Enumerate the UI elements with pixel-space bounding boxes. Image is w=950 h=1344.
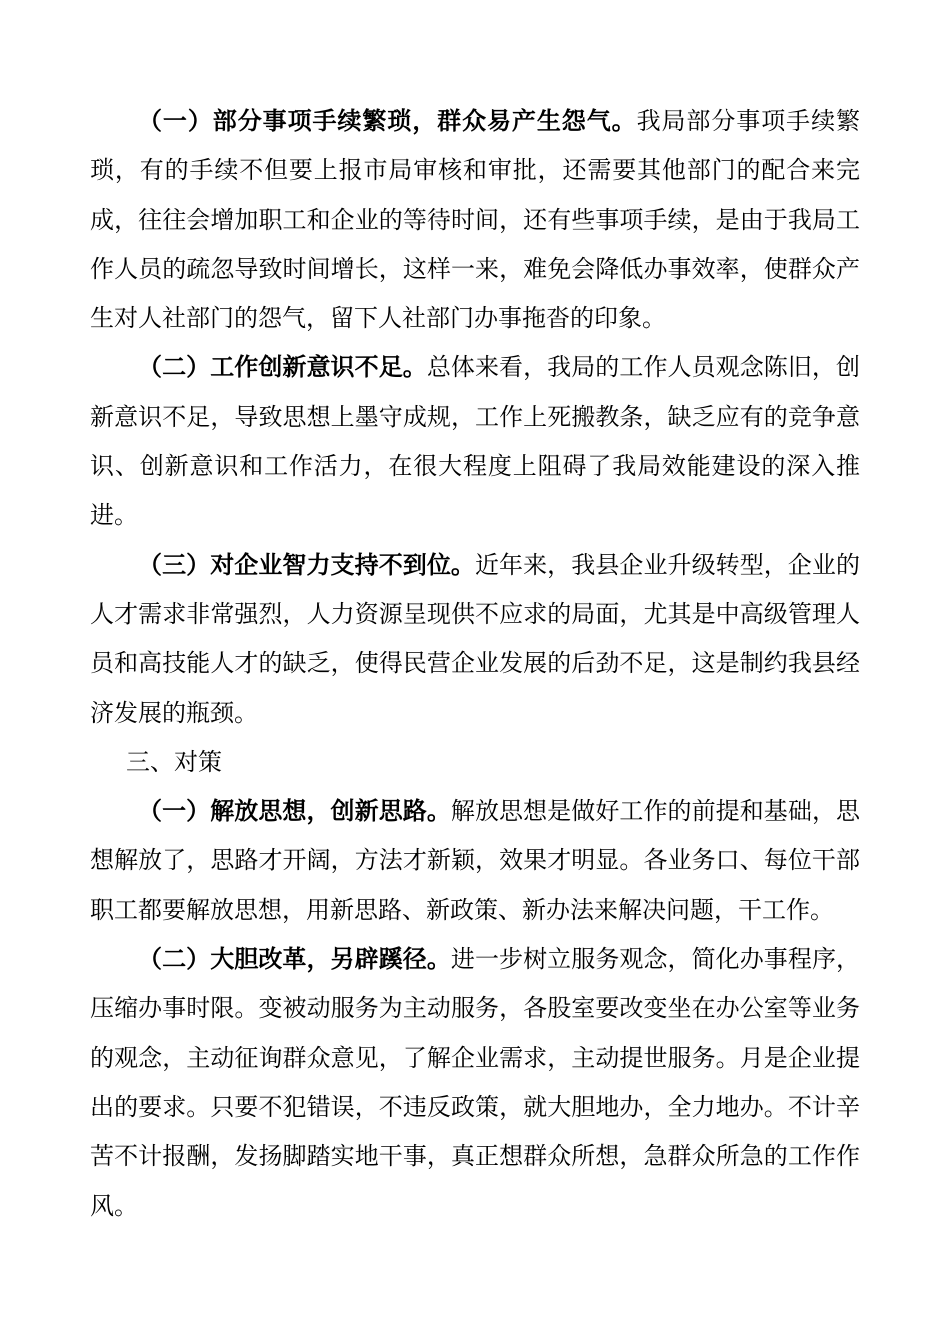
paragraph-lead: （三）对企业智力支持不到位。 bbox=[138, 550, 475, 579]
paragraph-text: 近年来，我县企业升级转型，企业的人才需求非常强烈，人力资源呈现供不应求的局面，尤其是中高级管理人员和高技能人才的缺乏，使得民营企业发展的后劲不足，这是制约我县经济发展的瓶颈。 bbox=[90, 550, 861, 727]
paragraph-text: 进一步树立服务观念，简化办事程序，压缩办事时限。变被动服务为主动服务，各股室要改变坐在办公室等业务的观念，主动征询群众意见，了解企业需求，主动提世服务。月是企业提出的要求。只要不犯错误，不违反政策，就大胆地办，全力地办。不计辛苦不计报酬，发扬脚踏实地干事，真正想群众所想，急群众所急的工作作风。 bbox=[90, 945, 861, 1220]
paragraph-emancipate-thinking bbox=[90, 787, 860, 935]
paragraph-procedures-cumbersome bbox=[90, 97, 860, 343]
paragraph-text: 我局部分事项手续繁琐，有的手续不但要上报市局审核和审批，还需要其他部门的配合来完成，往往会增加职工和企业的等待时间，还有些事项手续，是由于我局工作人员的疏忽导致时间增长，这样一来，难免会降低办事效率，使群众产生对人社部门的怨气，留下人社部门办事拖沓的印象。 bbox=[90, 107, 861, 333]
paragraph-enterprise-support bbox=[90, 541, 860, 738]
paragraph-innovation-lacking bbox=[90, 343, 860, 540]
document-body bbox=[90, 97, 860, 1231]
paragraph-text: 解放思想是做好工作的前提和基础，思想解放了，思路才开阔，方法才新颖，效果才明显。各业务口、每位干部职工都要解放思想，用新思路、新政策、新办法来解决问题，干工作。 bbox=[90, 797, 861, 924]
paragraph-lead: （一）部分事项手续繁琐，群众易产生怨气。 bbox=[138, 107, 637, 135]
paragraph-lead: （一）解放思想，创新思路。 bbox=[138, 797, 451, 826]
paragraph-bold-reform bbox=[90, 935, 860, 1231]
section-heading-countermeasures bbox=[90, 738, 860, 787]
paragraph-lead: （二）工作创新意识不足。 bbox=[138, 353, 427, 382]
paragraph-text: 总体来看，我局的工作人员观念陈旧，创新意识不足，导致思想上墨守成规，工作上死搬教条，缺乏应有的竞争意识、创新意识和工作活力，在很大程度上阻碍了我局效能建设的深入推进。 bbox=[90, 353, 860, 530]
section-heading-text: 三、对策 bbox=[126, 747, 222, 776]
paragraph-lead: （二）大胆改革，另辟蹊径。 bbox=[138, 945, 451, 974]
